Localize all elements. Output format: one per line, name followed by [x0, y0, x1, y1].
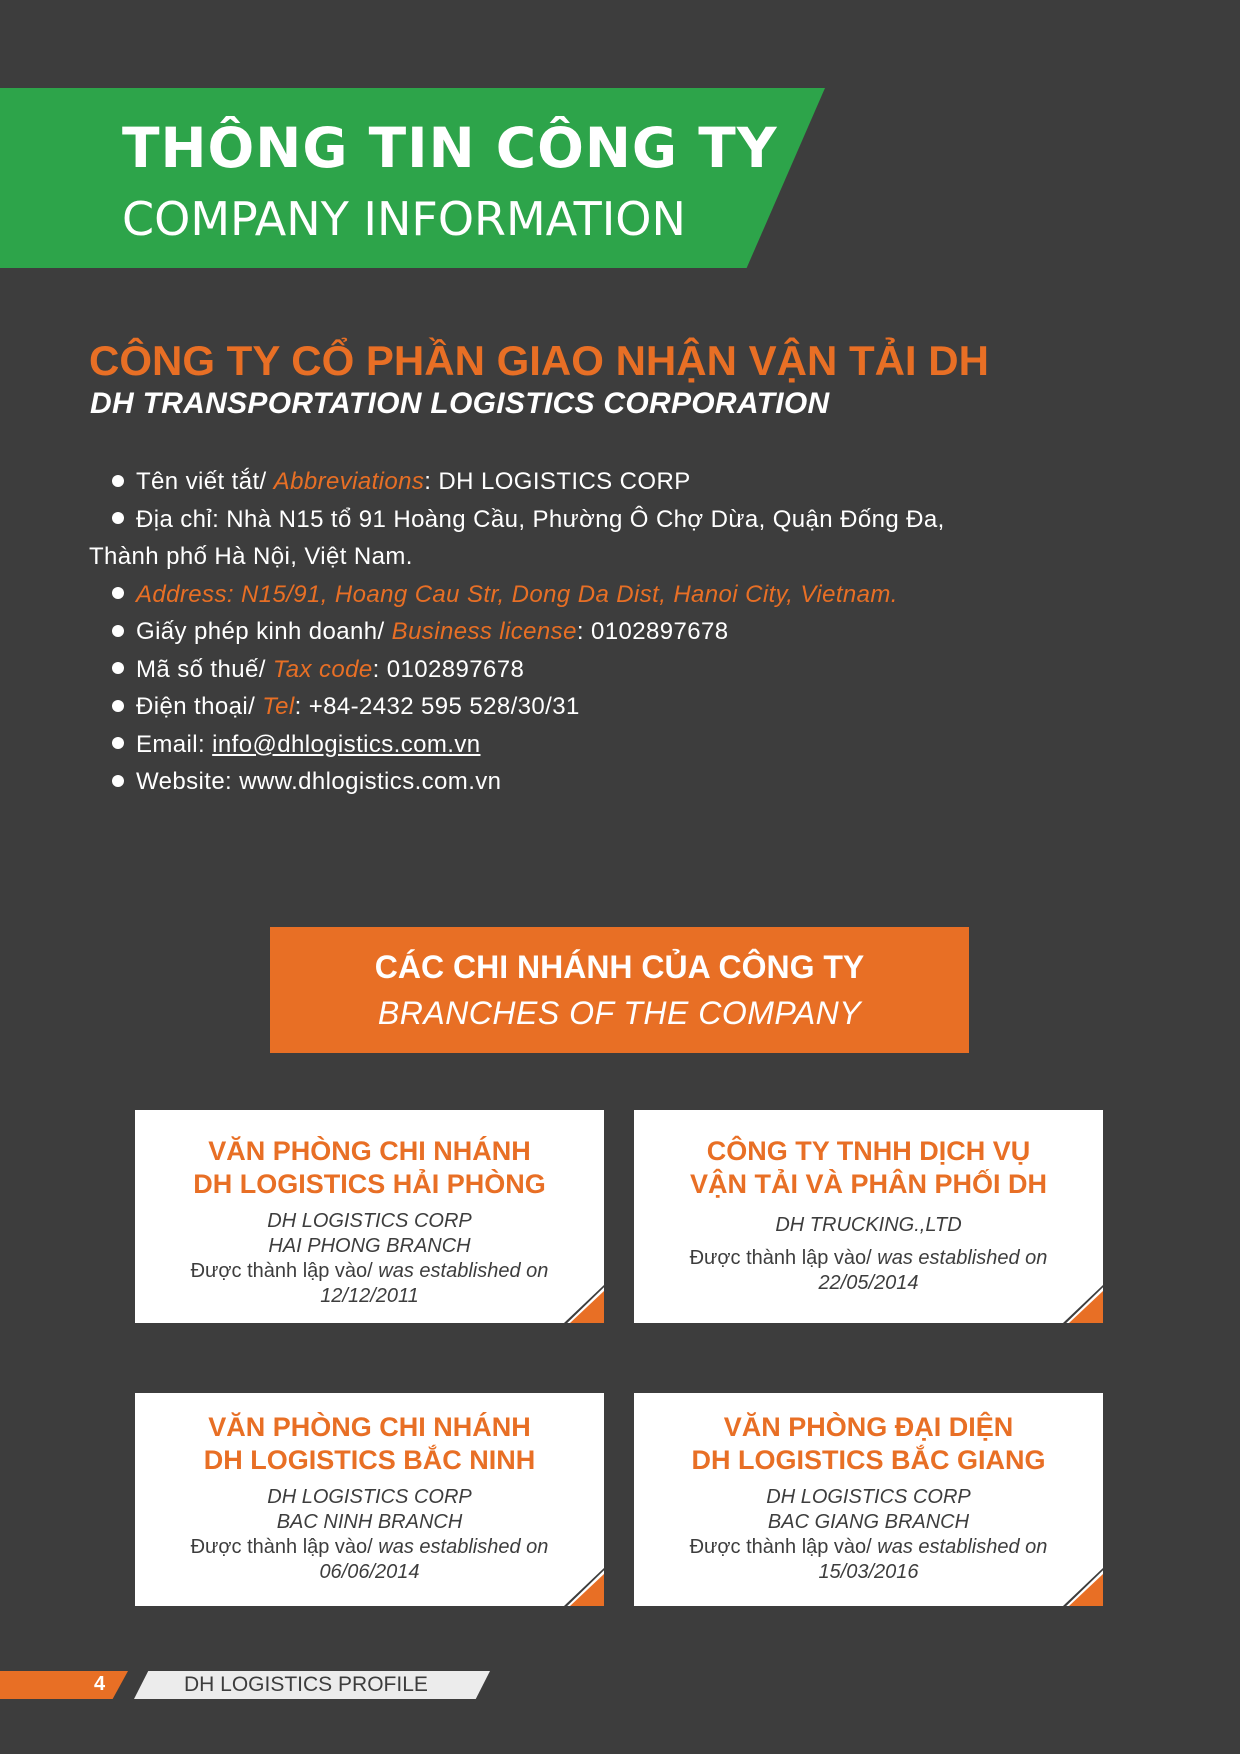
company-name-en: DH TRANSPORTATION LOGISTICS CORPORATION — [90, 387, 830, 420]
branch-card-bac-ninh: VĂN PHÒNG CHI NHÁNH DH LOGISTICS BẮC NINH DH LOGISTICS CORP BAC NINH BRANCH Được thành lập vào/ was established on 06/06/2014 — [135, 1393, 604, 1606]
info-business-license: Giấy phép kinh doanh/ Business license: 0102897678 — [89, 613, 1009, 651]
footer-label: DH LOGISTICS PROFILE — [184, 1673, 428, 1696]
info-address-vn-cont: Thành phố Hà Nội, Việt Nam. — [89, 543, 413, 570]
company-info-list — [89, 463, 1009, 801]
company-name-vn: CÔNG TY CỔ PHẦN GIAO NHẬN VẬN TẢI DH — [89, 337, 989, 384]
info-address-en: Address: N15/91, Hoang Cau Str, Dong Da Dist, Hanoi City, Vietnam. — [89, 576, 1009, 614]
info-telephone: Điện thoại/ Tel: +84-2432 595 528/30/31 — [89, 688, 1009, 726]
branch-card-hai-phong: VĂN PHÒNG CHI NHÁNH DH LOGISTICS HẢI PHÒNG DH LOGISTICS CORP HAI PHONG BRANCH Được thành lập vào/ was established on 12/12/2011 — [135, 1110, 604, 1323]
bullet-icon — [112, 475, 124, 487]
bullet-icon — [112, 625, 124, 637]
info-website: Website: www.dhlogistics.com.vn — [89, 763, 1009, 801]
bullet-icon — [112, 700, 124, 712]
branch-card-dh-trucking: CÔNG TY TNHH DỊCH VỤ VẬN TẢI VÀ PHÂN PHỐI DH DH TRUCKING.,LTD Được thành lập vào/ was established on 22/05/2014 — [634, 1110, 1103, 1323]
branch-card-bac-giang: VĂN PHÒNG ĐẠI DIỆN DH LOGISTICS BẮC GIANG DH LOGISTICS CORP BAC GIANG BRANCH Được thành lập vào/ was established on 15/03/2016 — [634, 1393, 1103, 1606]
branches-heading-vn: CÁC CHI NHÁNH CỦA CÔNG TY — [374, 949, 865, 985]
footer-page-tab — [0, 1671, 128, 1699]
bullet-icon — [112, 775, 124, 787]
branches-heading-en: BRANCHES OF THE COMPANY — [377, 995, 862, 1031]
info-tax-code: Mã số thuế/ Tax code: 0102897678 — [89, 651, 1009, 689]
branches-heading — [270, 927, 969, 1053]
banner-title-en: COMPANY INFORMATION — [122, 192, 686, 246]
bullet-icon — [112, 737, 124, 749]
bullet-icon — [112, 662, 124, 674]
email-link[interactable]: info@dhlogistics.com.vn — [212, 730, 481, 758]
bullet-icon — [112, 512, 124, 524]
bullet-icon — [112, 587, 124, 599]
banner-title-vn: THÔNG TIN CÔNG TY — [122, 116, 778, 180]
page-number: 4 — [94, 1673, 106, 1695]
info-address-vn: Địa chỉ: Nhà N15 tổ 91 Hoàng Cầu, Phường Ô Chợ Dừa, Quận Đống Đa, — [89, 501, 1009, 539]
info-abbreviation: Tên viết tắt/ Abbreviations: DH LOGISTICS CORP — [89, 463, 1009, 501]
info-email: Email: info@dhlogistics.com.vn — [89, 726, 1009, 764]
